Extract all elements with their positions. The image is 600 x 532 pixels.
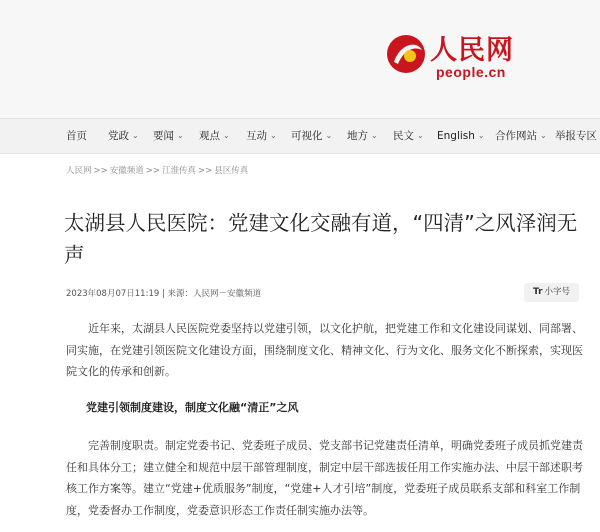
chevron-down-icon: ⌄: [417, 131, 424, 140]
article-subheading: 党建引领制度建设，制度文化融“清正”之风: [86, 401, 299, 414]
nav-item-partners[interactable]: 合作网站 ⌄: [495, 119, 547, 153]
article-paragraph-2: 完善制度职责。制定党委书记、党委班子成员、党支部书记党建责任清单，明确党委班子成员抓党建责任和具体分工；建立健全和规范中层干部管理制度，制定中层干部选拔任用工作实施办法、中层干部述职考核工作方案等。建立“党建+优质服务”制度，“党建+人才引培”制度，党委班子成员联系支部和科室工作制度，党委督办工作制度，党委意识形态工作责任制实施办法等。: [66, 439, 583, 517]
chevron-down-icon: ⌄: [270, 131, 277, 140]
nav-item-politics[interactable]: 党政 ⌄: [108, 119, 139, 153]
breadcrumb-link-jianghuai[interactable]: 江淮传真: [162, 166, 197, 176]
nav-item-english[interactable]: English ⌄: [437, 119, 485, 153]
people-logo[interactable]: [384, 28, 524, 90]
site-header: [0, 0, 600, 118]
people-logo-icon: [384, 32, 428, 76]
chevron-down-icon: ⌄: [132, 131, 139, 140]
breadcrumb-link-people[interactable]: 人民网: [66, 166, 92, 176]
nav-item-interactive[interactable]: 互动 ⌄: [246, 119, 277, 153]
breadcrumb: [66, 164, 248, 176]
nav-item-ethnic[interactable]: 民文 ⌄: [393, 119, 424, 153]
nav-item-local[interactable]: 地方 ⌄: [347, 119, 378, 153]
font-size-label: 小字号: [544, 287, 571, 297]
nav-item-opinion[interactable]: 观点 ⌄: [199, 119, 230, 153]
chevron-down-icon: ⌄: [371, 131, 378, 140]
chevron-down-icon: ⌄: [223, 131, 230, 140]
chevron-down-icon: ⌄: [177, 131, 184, 140]
breadcrumb-separator: >>: [198, 166, 213, 176]
main-nav: [0, 118, 600, 154]
article-paragraph-1: 近年来，太湖县人民医院党委坚持以党建引领，以文化护航，把党建工作和文化建设同谋划、同部署、同实施，在党建引领医院文化建设方面，围绕制度文化、精神文化、行为文化、服务文化不断探索，实现医院文化的传承和创新。: [66, 322, 583, 378]
breadcrumb-separator: >>: [93, 166, 108, 176]
logo-english-text: people.cn: [436, 64, 506, 80]
chevron-down-icon: ⌄: [540, 131, 547, 140]
breadcrumb-link-county[interactable]: 县区传真: [214, 166, 249, 176]
nav-item-headlines[interactable]: 要闻 ⌄: [153, 119, 184, 153]
breadcrumb-link-anhui[interactable]: 安徽频道: [109, 166, 144, 176]
logo-chinese-text: 人民网: [430, 35, 514, 66]
article-title: 太湖县人民医院：党建文化交融有道，“四清”之风泽润无声: [64, 211, 578, 267]
font-size-icon: Tr: [532, 287, 543, 297]
article-meta: 2023年08月07日11:19 | 来源：人民网－安徽频道: [66, 289, 262, 299]
chevron-down-icon: ⌄: [325, 131, 333, 140]
breadcrumb-separator: >>: [145, 166, 161, 176]
font-size-button[interactable]: [524, 283, 579, 302]
nav-item-visual[interactable]: 可视化 ⌄: [291, 119, 332, 153]
nav-item-report[interactable]: 举报专区: [555, 130, 597, 142]
chevron-down-icon: ⌄: [477, 131, 485, 140]
nav-item-home[interactable]: 首页: [66, 130, 87, 142]
